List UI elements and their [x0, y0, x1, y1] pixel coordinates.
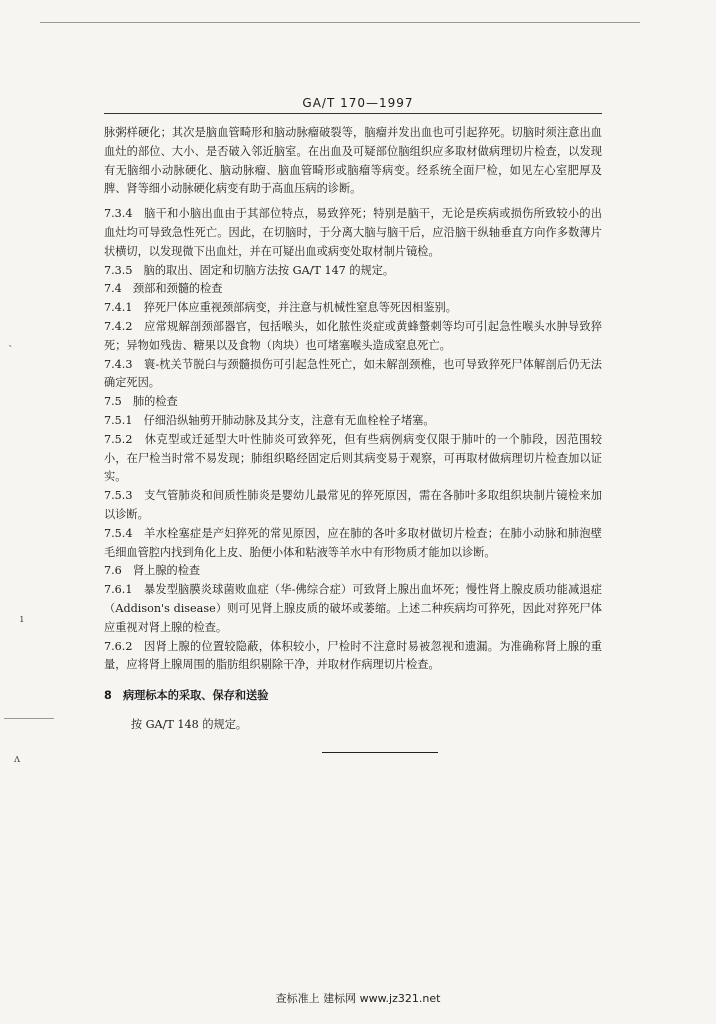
clause-7-4-3: 7.4.3 寰-枕关节脱臼与颈髓损伤可引起急性死亡，如未解剖颈椎，也可导致猝死尸体解剖后仍无法确定死因。: [104, 357, 602, 390]
clause-7-3-4: 7.3.4 脑干和小脑出血由于其部位特点，易致猝死；特别是脑干，无论是疾病或损伤所致较小的出血灶均可导致急性死亡。因此，在切脑时，于分离大脑与脑干后，应沿脑干纵轴垂直方向作多数薄片状横切，以发现微下出血灶，并在可疑出血或病变处取材制片镜检。: [104, 207, 602, 258]
clause-7-5-3: 7.5.3 支气管肺炎和间质性肺炎是婴幼儿最常见的猝死原因，需在各肺叶多取组织块制片镜检来加以诊断。: [104, 489, 602, 521]
standard-header: GA/T 170—1997: [302, 96, 414, 110]
section-7-6-heading: 7.6 肾上腺的检查: [104, 564, 201, 578]
paragraph-continuation: 脉粥样硬化；其次是脑血管畸形和脑动脉瘤破裂等，脑瘤并发出血也可引起猝死。切脑时须注意出血血灶的部位、大小、是否破入邻近脑室。在出血及可疑部位脑组织应多取材做病理切片检查，以发现有无脑细小动脉硬化、脑动脉瘤、脑血管畸形或脑瘤等病变。经系统全面尸检，如见左心室肥厚及脾、肾等细小动脉硬化病变有助于高血压病的诊断。: [104, 126, 602, 196]
scan-margin-dash: [4, 718, 54, 719]
end-rule: [322, 752, 438, 753]
document-body: [104, 124, 602, 735]
clause-7-5-2: 7.5.2 休克型或迁延型大叶性肺炎可致猝死，但有些病例病变仅限于肺叶的一个肺段，因范围较小，在尸检当时常不易发现；肺组织略经固定后则其病变易于观察，可再取材做病理切片检查加以证实。: [104, 432, 602, 484]
section-7-5-heading: 7.5 肺的检查: [104, 395, 178, 409]
header-rule: [104, 113, 602, 114]
scan-mark-left-2: ı: [20, 612, 24, 625]
scan-mark-left: `: [8, 344, 14, 357]
clause-7-6-2: 7.6.2 因肾上腺的位置较隐蔽，体积较小，尸检时不注意时易被忽视和遗漏。为准确称肾上腺的重量，应将肾上腺周围的脂肪组织剔除干净，并取材作病理切片检查。: [104, 639, 602, 672]
footer-watermark: 查标准上 建标网 www.jz321.net: [275, 992, 441, 1005]
section-7-4-heading: 7.4 颈部和颈髓的检查: [104, 282, 223, 296]
clause-7-5-4: 7.5.4 羊水栓塞症是产妇猝死的常见原因，应在肺的各叶多取材做切片检查；在肺小动脉和肺泡壁毛细血管腔内找到角化上皮、胎便小体和粘液等羊水中有形物质才能加以诊断。: [104, 526, 602, 559]
clause-7-5-1: 7.5.1 仔细沿纵轴剪开肺动脉及其分支，注意有无血栓栓子堵塞。: [104, 413, 435, 427]
scan-top-line: [40, 22, 640, 23]
section-8-body: 按 GA/T 148 的规定。: [130, 718, 248, 732]
scan-mark-left-3: ᴧ: [14, 752, 21, 765]
clause-7-4-1: 7.4.1 猝死尸体应重视颈部病变，并注意与机械性窒息等死因相鉴别。: [104, 301, 457, 315]
clause-7-4-2: 7.4.2 应常规解剖颈部器官，包括喉头，如化脓性炎症或黄蜂螫刺等均可引起急性喉头水肿导致猝死；异物如残齿、糖果以及食物（肉块）也可堵塞喉头造成窒息死亡。: [104, 319, 602, 352]
section-8-heading: 8 病理标本的采取、保存和送验: [104, 689, 269, 703]
clause-7-6-1: 7.6.1 暴发型脑膜炎球菌败血症（华-佛综合症）可致肾上腺出血坏死；慢性肾上腺皮质功能减退症（Addison's disease）则可见肾上腺皮质的破坏或萎缩。上述二种疾病均可猝死，因此对猝死尸体应重视对肾上腺的检查。: [104, 583, 602, 634]
clause-7-3-5: 7.3.5 脑的取出、固定和切脑方法按 GA/T 147 的规定。: [104, 263, 395, 277]
